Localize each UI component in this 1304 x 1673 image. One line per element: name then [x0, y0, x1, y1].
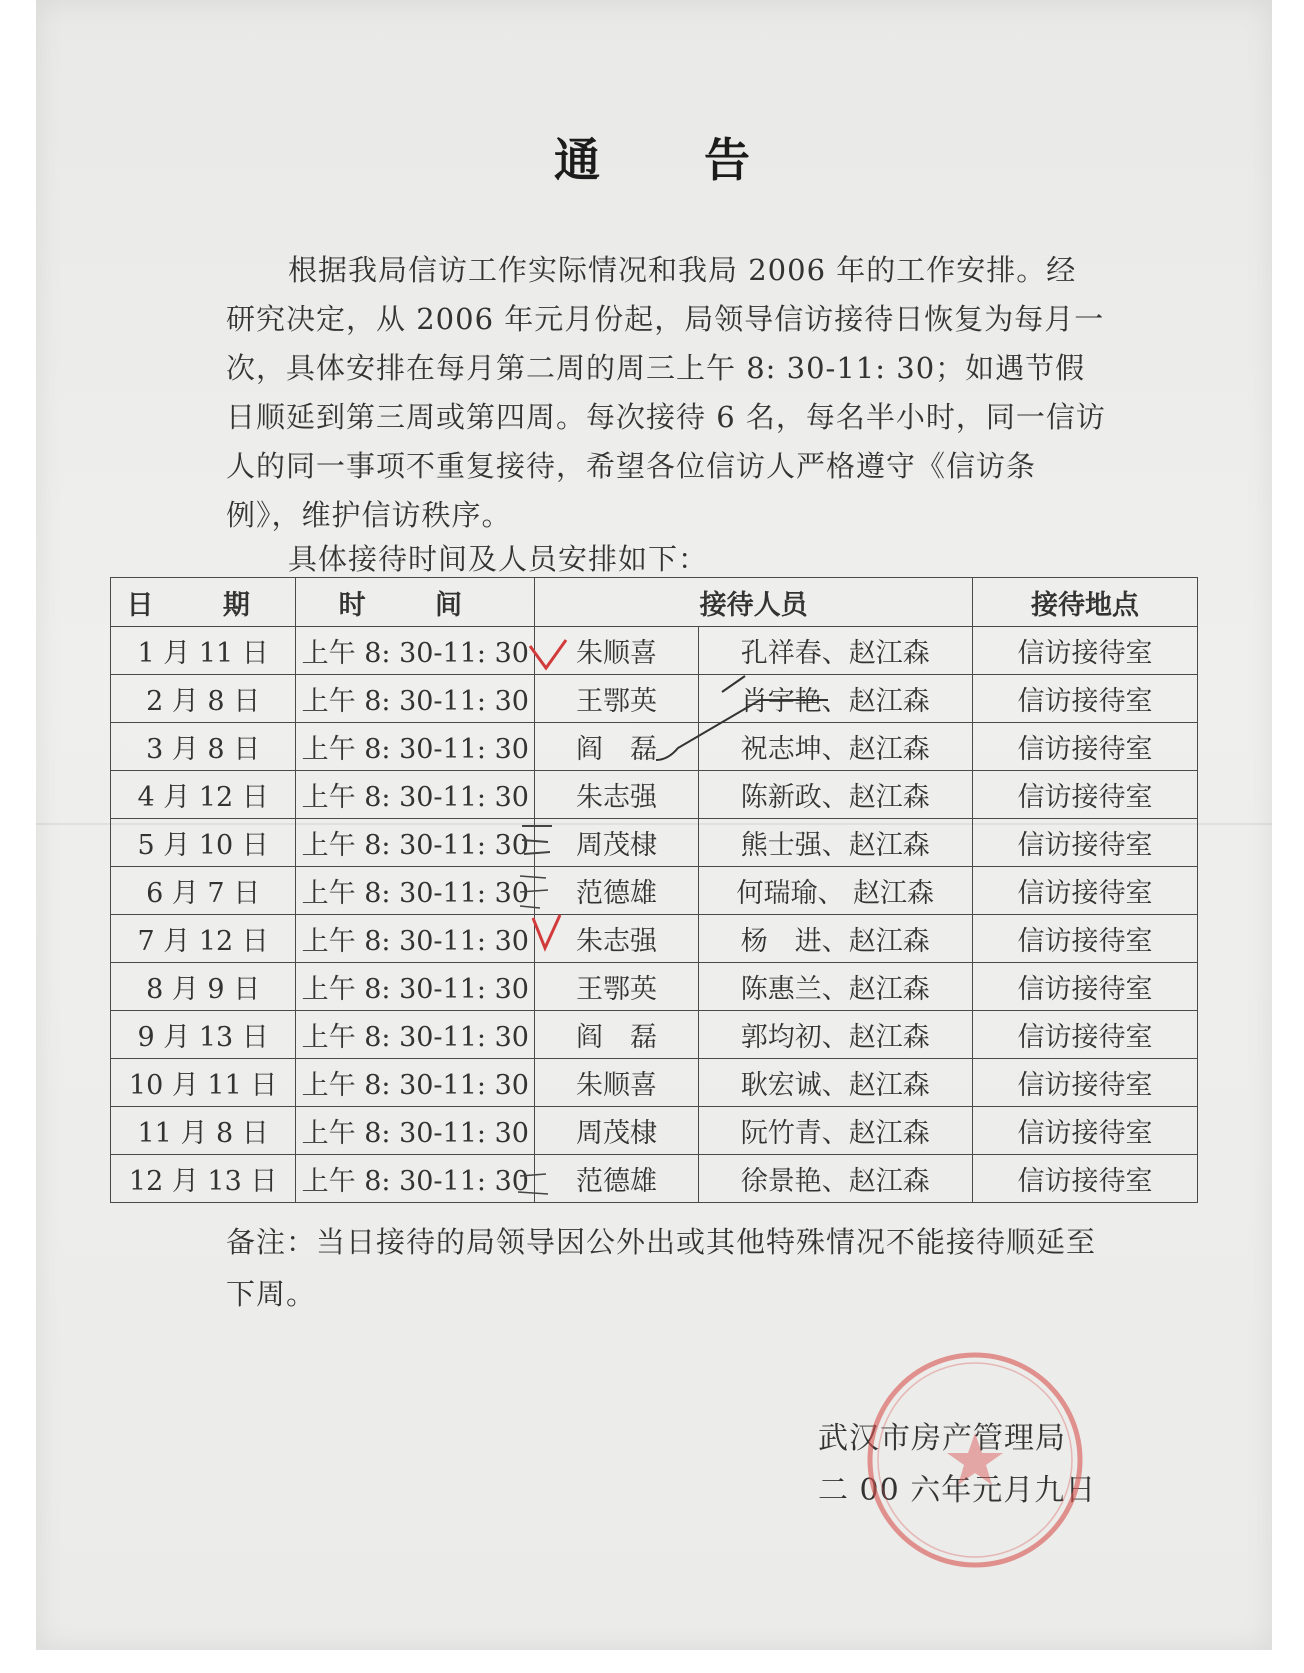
header-place: 接待地点 [972, 578, 1197, 627]
cell-date: 3 月 8 日 [111, 723, 296, 771]
cell-leader: 王鄂英 [535, 963, 698, 1011]
cell-place: 信访接待室 [972, 1107, 1197, 1155]
cell-staff: 郭均初、赵江森 [698, 1011, 972, 1059]
cell-date: 9 月 13 日 [111, 1011, 296, 1059]
cell-place: 信访接待室 [972, 1011, 1197, 1059]
cell-date: 6 月 7 日 [111, 867, 296, 915]
table-row [111, 1107, 1198, 1155]
cell-staff: 耿宏诚、赵江森 [698, 1059, 972, 1107]
cell-leader: 阎 磊 [535, 723, 698, 771]
cell-time: 上午 8: 30-11: 30 [296, 1011, 535, 1059]
table-row [111, 867, 1198, 915]
cell-time: 上午 8: 30-11: 30 [296, 675, 535, 723]
cell-place: 信访接待室 [972, 1059, 1197, 1107]
table-row [111, 963, 1198, 1011]
cell-time: 上午 8: 30-11: 30 [296, 723, 535, 771]
cell-leader: 范德雄 [535, 1155, 698, 1203]
cell-place: 信访接待室 [972, 675, 1197, 723]
cell-time: 上午 8: 30-11: 30 [296, 1059, 535, 1107]
header-time: 时 间 [296, 578, 535, 627]
cell-place: 信访接待室 [972, 1155, 1197, 1203]
schedule-intro: 具体接待时间及人员安排如下： [288, 542, 709, 576]
cell-leader: 朱志强 [535, 771, 698, 819]
cell-leader: 周茂棣 [535, 1107, 698, 1155]
cell-place: 信访接待室 [972, 819, 1197, 867]
header-staff: 接待人员 [535, 578, 973, 627]
table-row [111, 771, 1198, 819]
cell-time: 上午 8: 30-11: 30 [296, 963, 535, 1011]
cell-date: 5 月 10 日 [111, 819, 296, 867]
cell-time: 上午 8: 30-11: 30 [296, 627, 535, 675]
cell-leader: 朱志强 [535, 915, 698, 963]
notice-title: 通 告 [553, 133, 794, 187]
cell-place: 信访接待室 [972, 771, 1197, 819]
cell-staff: 徐景艳、赵江森 [698, 1155, 972, 1203]
schedule-table [110, 577, 1198, 1203]
cell-place: 信访接待室 [972, 915, 1197, 963]
table-row [111, 1011, 1198, 1059]
table-header-row [111, 578, 1198, 627]
cell-staff: 孔祥春、赵江森 [698, 627, 972, 675]
cell-time: 上午 8: 30-11: 30 [296, 915, 535, 963]
official-seal-stamp [860, 1345, 1090, 1575]
cell-date: 4 月 12 日 [111, 771, 296, 819]
cell-place: 信访接待室 [972, 963, 1197, 1011]
cell-staff: 肖宇艳、赵江森 [698, 675, 972, 723]
cell-time: 上午 8: 30-11: 30 [296, 867, 535, 915]
cell-staff: 熊士强、赵江森 [698, 819, 972, 867]
cell-time: 上午 8: 30-11: 30 [296, 771, 535, 819]
cell-date: 12 月 13 日 [111, 1155, 296, 1203]
cell-date: 10 月 11 日 [111, 1059, 296, 1107]
cell-staff: 阮竹青、赵江森 [698, 1107, 972, 1155]
table-row [111, 915, 1198, 963]
header-date: 日 期 [111, 578, 296, 627]
cell-leader: 阎 磊 [535, 1011, 698, 1059]
cell-staff: 陈新政、赵江森 [698, 771, 972, 819]
cell-date: 2 月 8 日 [111, 675, 296, 723]
cell-leader: 朱顺喜 [535, 1059, 698, 1107]
cell-staff: 祝志坤、赵江森 [698, 723, 972, 771]
table-row [111, 819, 1198, 867]
cell-date: 11 月 8 日 [111, 1107, 296, 1155]
cell-staff: 何瑞瑜、 赵江森 [698, 867, 972, 915]
cell-leader: 王鄂英 [535, 675, 698, 723]
cell-date: 8 月 9 日 [111, 963, 296, 1011]
cell-place: 信访接待室 [972, 867, 1197, 915]
notice-body: 根据我局信访工作实际情况和我局 2006 年的工作安排。经研究决定，从 2006 年元月份起，局领导信访接待日恢复为每月一次，具体安排在每月第二周的周三上午 8: 30-11: 30；如遇节假日顺延到第三周或第四周。每次接待 6 名，每名半小时，同一信访人的同一事项不重复接待，希望各位信访人严格遵守《信访条例》，维护信访秩序。 [226, 253, 1106, 532]
cell-date: 7 月 12 日 [111, 915, 296, 963]
table-row [111, 1155, 1198, 1203]
cell-place: 信访接待室 [972, 627, 1197, 675]
cell-time: 上午 8: 30-11: 30 [296, 1155, 535, 1203]
cell-leader: 周茂棣 [535, 819, 698, 867]
table-row [111, 675, 1198, 723]
issuing-organization: 武汉市房产管理局 [818, 1421, 1066, 1456]
cell-place: 信访接待室 [972, 723, 1197, 771]
issue-date: 二 00 六年元月九日 [818, 1473, 1097, 1508]
cell-staff: 陈惠兰、赵江森 [698, 963, 972, 1011]
table-row [111, 1059, 1198, 1107]
cell-time: 上午 8: 30-11: 30 [296, 1107, 535, 1155]
cell-time: 上午 8: 30-11: 30 [296, 819, 535, 867]
cell-leader: 朱顺喜 [535, 627, 698, 675]
cell-leader: 范德雄 [535, 867, 698, 915]
table-row [111, 723, 1198, 771]
table-row [111, 627, 1198, 675]
cell-staff: 杨 进、赵江森 [698, 915, 972, 963]
remark-note: 备注：当日接待的局领导因公外出或其他特殊情况不能接待顺延至下周。 [226, 1225, 1097, 1311]
cell-date: 1 月 11 日 [111, 627, 296, 675]
